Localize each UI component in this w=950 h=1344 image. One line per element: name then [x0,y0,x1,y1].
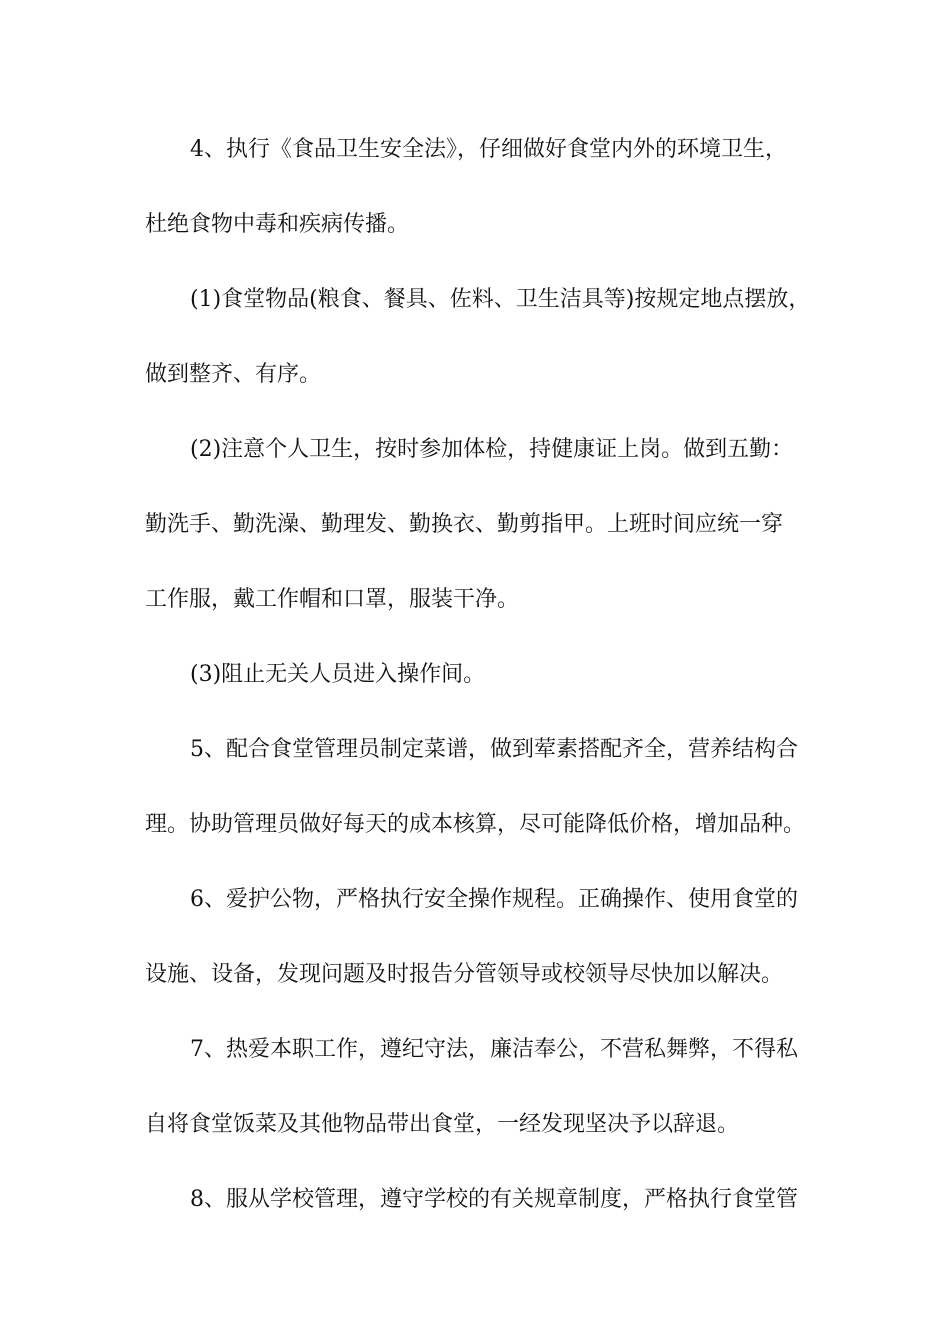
paragraph-6-line-2: 设施、设备，发现问题及时报告分管领导或校领导尽快加以解决。 [145,962,784,987]
item-1-line-2: 做到整齐、有序。 [145,362,322,387]
paragraph-4-line-2: 杜绝食物中毒和疾病传播。 [145,212,410,237]
item-2-line-3: 工作服，戴工作帽和口罩，服装干净。 [145,587,520,612]
paragraph-7-line-2: 自将食堂饭菜及其他物品带出食堂，一经发现坚决予以辞退。 [145,1112,740,1137]
item-3-line-1: (3)阻止无关人员进入操作间。 [190,662,486,687]
item-1-line-1: (1)食堂物品(粮食、餐具、佐料、卫生洁具等)按规定地点摆放， [190,287,811,312]
item-2-line-1: (2)注意个人卫生，按时参加体检，持健康证上岗。做到五勤： [190,437,794,462]
item-2-line-2: 勤洗手、勤洗澡、勤理发、勤换衣、勤剪指甲。上班时间应统一穿 [145,512,784,537]
paragraph-6-line-1: 6、爱护公物，严格执行安全操作规程。正确操作、使用食堂的 [190,887,798,912]
paragraph-5-line-2: 理。协助管理员做好每天的成本核算，尽可能降低价格，增加品种。 [145,812,806,837]
paragraph-7-line-1: 7、热爱本职工作，遵纪守法，廉洁奉公，不营私舞弊，不得私 [190,1037,798,1062]
paragraph-4-line-1: 4、执行《食品卫生安全法》，仔细做好食堂内外的环境卫生， [190,137,787,162]
paragraph-8-line-1: 8、服从学校管理，遵守学校的有关规章制度，严格执行食堂管 [190,1187,798,1212]
paragraph-5-line-1: 5、配合食堂管理员制定菜谱，做到荤素搭配齐全，营养结构合 [190,737,798,762]
